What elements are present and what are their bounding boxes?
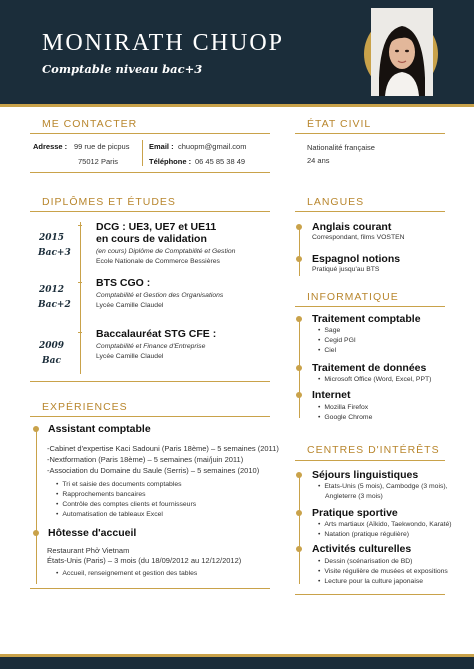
it3-item: • Mozilla Firefox xyxy=(318,404,368,411)
job2-title: Hôtesse d'accueil xyxy=(48,527,137,539)
edu-level-2: Bac+2 xyxy=(38,300,71,310)
edu-level-1: Bac+3 xyxy=(38,248,71,258)
job2-period: États-Unis (Paris) – 3 mois (du 18/09/2012 au 12/12/2012) xyxy=(47,556,242,565)
interests-rule xyxy=(295,460,445,461)
it-rule xyxy=(295,306,445,307)
edu-detail-2a: Comptabilité et Gestion des Organisations xyxy=(96,292,224,299)
section-title-languages: LANGUES xyxy=(307,196,365,208)
lang2-detail: Pratiqué jusqu'au BTS xyxy=(312,266,380,273)
civil-rule xyxy=(295,133,445,134)
job1-dot xyxy=(33,426,39,432)
section-title-experience: EXPÉRIENCES xyxy=(42,401,128,413)
section-title-contact: ME CONTACTER xyxy=(42,118,138,130)
it1-dot xyxy=(296,316,302,322)
edu-detail-3a: Comptabilité et Finance d'Entreprise xyxy=(96,343,206,350)
edu-detail-1b: Ecole Nationale de Commerce Bessières xyxy=(96,258,220,265)
job1-task: • Contrôle des comptes clients et fournisseurs xyxy=(56,501,196,508)
it1-item: • Ciel xyxy=(318,347,336,354)
job1-employer-3: -Association du Domaine du Saule (Serris) – 5 semaines (2010) xyxy=(47,466,260,475)
it3-item: • Google Chrome xyxy=(318,414,372,421)
int2-dot xyxy=(296,510,302,516)
int3-name: Activités culturelles xyxy=(312,543,412,555)
int3-item: • Lecture pour la culture japonaise xyxy=(318,578,423,585)
header-gold-line xyxy=(0,104,474,107)
candidate-name: MONIRATH CHUOP xyxy=(42,30,285,56)
int2-item: • Arts martiaux (Aïkido, Taekwondo, Karaté) xyxy=(318,521,452,528)
int1-item: • Etats-Unis (5 mois), Cambodge (3 mois), xyxy=(318,483,448,490)
it2-dot xyxy=(296,365,302,371)
it2-item: • Microsoft Office (Word, Excel, PPT) xyxy=(318,376,431,383)
lang1-name: Anglais courant xyxy=(312,221,392,233)
lang2-name: Espagnol notions xyxy=(312,253,401,265)
experience-timeline xyxy=(36,428,37,584)
contact-divider xyxy=(142,140,143,166)
lang2-dot xyxy=(296,256,302,262)
int3-dot xyxy=(296,546,302,552)
section-title-it: INFORMATIQUE xyxy=(307,291,399,303)
int3-item: • Visite régulière de musées et expositions xyxy=(318,568,448,575)
it1-item: • Cegid PGI xyxy=(318,337,356,344)
interests-timeline xyxy=(299,474,300,584)
it3-dot xyxy=(296,392,302,398)
job2-employer: Restaurant Phở Vietnam xyxy=(47,546,130,555)
edu-year-2: 2012 xyxy=(39,285,65,295)
it3-name: Internet xyxy=(312,389,351,401)
education-bottom-rule xyxy=(30,381,270,382)
job1-task: • Tri et saisie des documents comptables xyxy=(56,481,182,488)
int3-item: • Dessin (scénarisation de BD) xyxy=(318,558,412,565)
nationality: Nationalité française xyxy=(307,143,375,152)
interests-bottom-rule xyxy=(295,594,445,595)
edu-year-3: 2009 xyxy=(39,341,65,351)
edu-title-1b: en cours de validation xyxy=(96,233,207,245)
footer-banner xyxy=(0,657,474,669)
edu-detail-2b: Lycée Camille Claudel xyxy=(96,302,164,309)
candidate-title: Comptable niveau bac+3 xyxy=(42,62,203,76)
int2-item: • Natation (pratique régulière) xyxy=(318,531,409,538)
contact-bottom-rule xyxy=(30,172,270,173)
it1-item: • Sage xyxy=(318,327,340,334)
phone-value: 06 45 85 38 49 xyxy=(195,157,246,166)
edu-detail-3b: Lycée Camille Claudel xyxy=(96,353,164,360)
edu-tick-3 xyxy=(78,332,82,333)
lang1-dot xyxy=(296,224,302,230)
job1-title: Assistant comptable xyxy=(48,423,151,435)
phone-label: Téléphone : xyxy=(149,157,192,166)
edu-title-2: BTS CGO : xyxy=(96,277,151,289)
section-title-civil: ÉTAT CIVIL xyxy=(307,118,372,130)
job1-employer-2: -Nextformation (Paris 18ème) – 5 semaines (mai/juin 2011) xyxy=(47,455,244,464)
lang1-detail: Correspondant, films VOSTEN xyxy=(312,234,405,241)
address-line2: 75012 Paris xyxy=(78,157,119,166)
education-rule xyxy=(30,211,270,212)
section-title-education: DIPLÔMES ET ÉTUDES xyxy=(42,196,176,208)
section-title-interests: CENTRES D'INTÉRÊTS xyxy=(307,444,440,456)
it2-name: Traitement de données xyxy=(312,362,427,374)
edu-year-1: 2015 xyxy=(39,233,65,243)
edu-level-3: Bac xyxy=(42,356,61,366)
edu-tick-1 xyxy=(78,225,82,226)
email-label: Email : xyxy=(149,142,174,151)
address-label: Adresse : xyxy=(33,142,68,151)
education-timeline xyxy=(80,222,81,374)
job2-task: • Accueil, renseignement et gestion des tables xyxy=(56,570,197,577)
job1-task: • Rapprochements bancaires xyxy=(56,491,146,498)
edu-title-1: DCG : UE3, UE7 et UE11 xyxy=(96,221,217,233)
languages-rule xyxy=(295,211,445,212)
age: 24 ans xyxy=(307,156,330,165)
job1-employer-1: -Cabinet d'expertise Kaci Sadouni (Paris 18ème) – 5 semaines (2011) xyxy=(47,444,279,453)
job2-dot xyxy=(33,530,39,536)
contact-rule xyxy=(30,133,270,134)
profile-photo xyxy=(371,8,433,96)
int1-dot xyxy=(296,472,302,478)
int1-item-cont: Angleterre (3 mois) xyxy=(325,493,383,500)
it1-name: Traitement comptable xyxy=(312,313,421,325)
experience-rule xyxy=(30,416,270,417)
experience-bottom-rule xyxy=(30,588,270,589)
edu-tick-2 xyxy=(78,282,82,283)
languages-timeline xyxy=(299,226,300,276)
job1-task: • Automatisation de tableaux Excel xyxy=(56,511,163,518)
email-value: chuopm@gmail.com xyxy=(178,142,247,151)
address-line1: 99 rue de picpus xyxy=(74,142,130,151)
edu-title-3: Baccalauréat STG CFE : xyxy=(96,328,217,340)
int2-name: Pratique sportive xyxy=(312,507,398,519)
edu-detail-1a: (en cours) Diplôme de Comptabilité et Gestion xyxy=(96,248,236,255)
int1-name: Séjours linguistiques xyxy=(312,469,419,481)
